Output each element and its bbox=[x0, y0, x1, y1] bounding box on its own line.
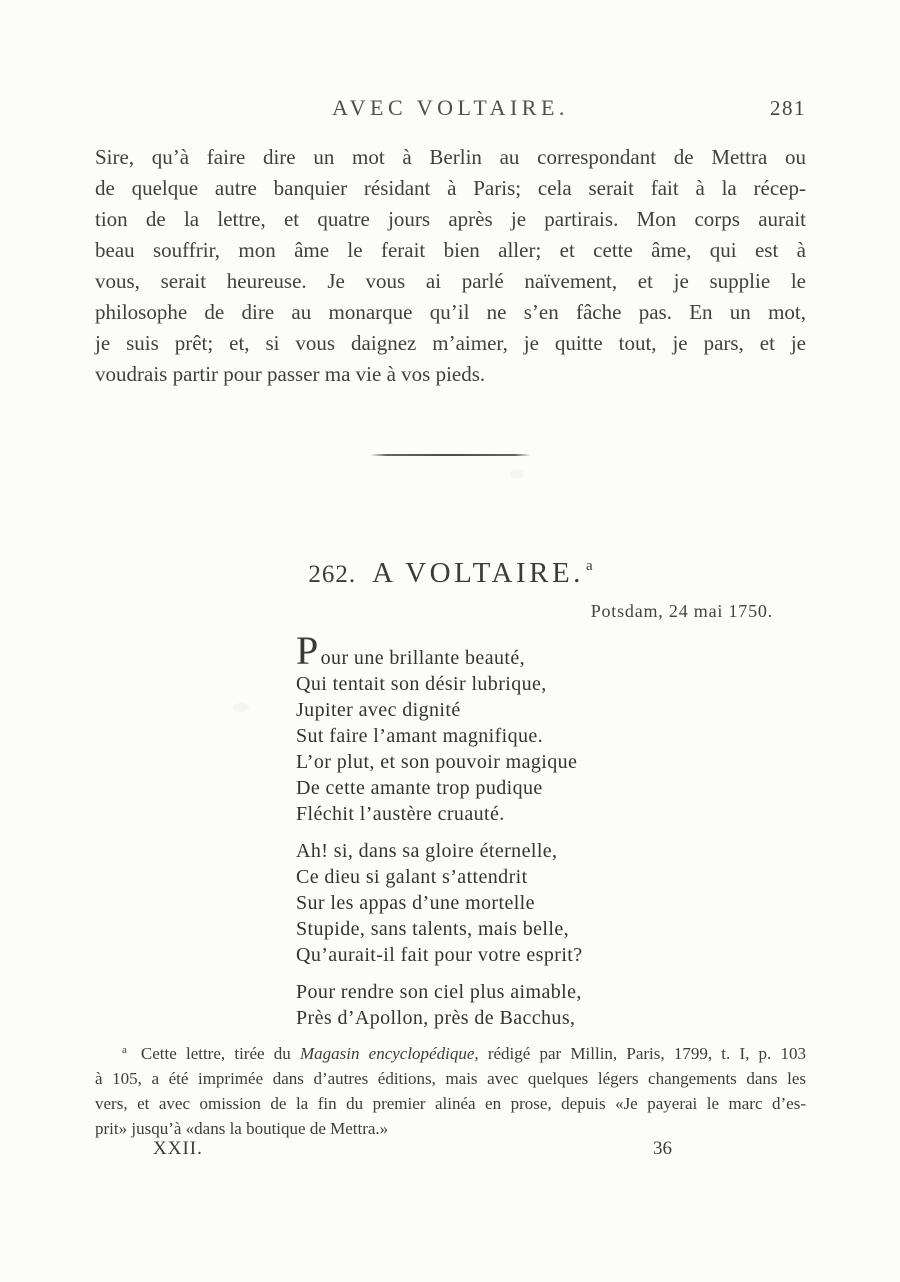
footnote-line: prit» jusqu’à «dans la boutique de Mettra.» bbox=[95, 1119, 389, 1138]
poem-line: Près d’Apollon, près de Bacchus, bbox=[296, 1007, 576, 1029]
prose-line: philosophe de dire au monarque qu’il ne s’en fâche pas. En un mot, bbox=[95, 300, 806, 324]
footnote-reference-marker: a bbox=[585, 558, 593, 574]
poem-stanza-1 bbox=[296, 628, 583, 827]
prose-line: voudrais partir pour passer ma vie à vos pieds. bbox=[95, 362, 486, 386]
poem-line: Sur les appas d’une mortelle bbox=[296, 892, 535, 914]
poem-line: De cette amante trop pudique bbox=[296, 777, 543, 799]
poem-line bbox=[296, 628, 583, 673]
prose-line: de quelque autre banquier résidant à Paris; cela serait fait à la récep- bbox=[95, 176, 806, 200]
footnote bbox=[95, 1038, 806, 1141]
footnote-text: Cette lettre, tirée du bbox=[140, 1044, 300, 1063]
prose-paragraph bbox=[95, 142, 806, 390]
prose-line: vous, serait heureuse. Je vous ai parlé naïvement, et je supplie le bbox=[95, 269, 806, 293]
sheet-number: 36 bbox=[653, 1138, 672, 1159]
poem-line: Stupide, sans talents, mais belle, bbox=[296, 918, 570, 940]
dateline: Potsdam, 24 mai 1750. bbox=[590, 601, 773, 621]
poem-line: Jupiter avec dignité bbox=[296, 699, 461, 721]
poem-line: L’or plut, et son pouvoir magique bbox=[296, 751, 578, 773]
prose-line: je suis prêt; et, si vous daignez m’aimer, je quitte tout, je pars, et je bbox=[95, 331, 806, 355]
poem-line: Ce dieu si galant s’attendrit bbox=[296, 866, 528, 888]
footnote-line: à 105, a été imprimée dans d’autres éditions, mais avec quelques légers changements dans les bbox=[95, 1069, 806, 1088]
running-title: AVEC VOLTAIRE. bbox=[332, 95, 569, 120]
prose-line: beau souffrir, mon âme le ferait bien aller; et cette âme, qui est à bbox=[95, 238, 806, 262]
poem-line: Sut faire l’amant magnifique. bbox=[296, 725, 544, 747]
prose-line: tion de la lettre, et quatre jours après je partirais. Mon corps aurait bbox=[95, 207, 806, 231]
footnote-line: vers, et avec omission de la fin du premier alinéa en prose, depuis «Je payerai le marc d’es- bbox=[95, 1094, 806, 1113]
poem bbox=[296, 628, 583, 1042]
letter-heading bbox=[95, 548, 806, 596]
poem-line: Qui tentait son désir lubrique, bbox=[296, 673, 547, 695]
poem-line-text: our une brillante beauté, bbox=[320, 647, 526, 669]
footnote-italic-title: Magasin encyclopédique, bbox=[299, 1044, 479, 1063]
letter-number: 262. bbox=[308, 561, 357, 588]
poem-line: Pour rendre son ciel plus aimable, bbox=[296, 981, 582, 1003]
poem-line: Ah! si, dans sa gloire éternelle, bbox=[296, 840, 558, 862]
volume-signature: XXII. bbox=[153, 1138, 203, 1159]
footnote-marker: a bbox=[122, 1044, 127, 1056]
footnote-text: rédigé par Millin, Paris, 1799, t. I, p. 103 bbox=[478, 1044, 807, 1063]
poem-line: Fléchit l’austère cruauté. bbox=[296, 803, 505, 825]
scan-smudge bbox=[510, 470, 524, 478]
scan-smudge bbox=[233, 703, 249, 712]
footnote-line bbox=[95, 1038, 806, 1066]
poem-stanza-2 bbox=[296, 838, 583, 968]
section-divider bbox=[370, 454, 531, 456]
page-number: 281 bbox=[770, 96, 806, 120]
poem-line: Qu’aurait-il fait pour votre esprit? bbox=[296, 944, 583, 966]
drop-cap-initial: P bbox=[296, 628, 319, 673]
poem-stanza-3 bbox=[296, 979, 583, 1031]
prose-line: Sire, qu’à faire dire un mot à Berlin au correspondant de Mettra ou bbox=[95, 145, 806, 169]
page-header bbox=[95, 95, 806, 121]
letter-title: A VOLTAIRE. bbox=[372, 557, 584, 589]
